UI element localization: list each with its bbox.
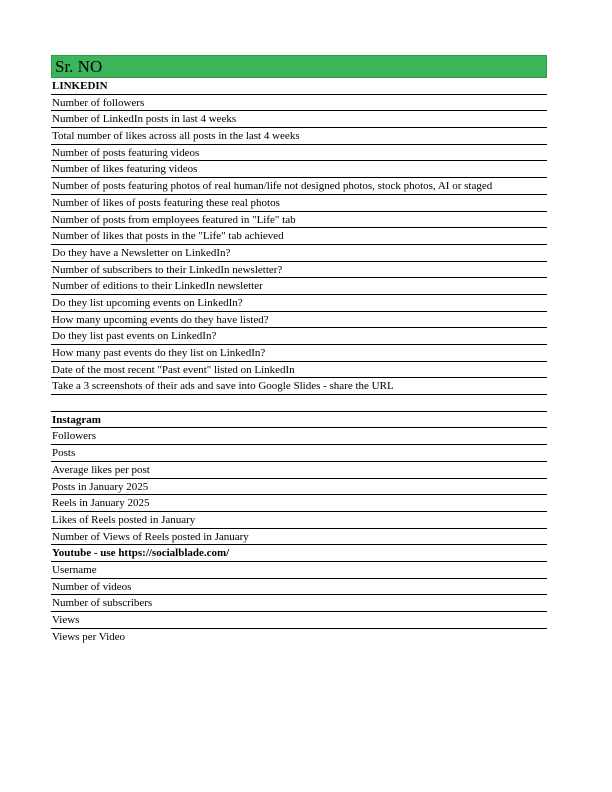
table-row: Do they list upcoming events on LinkedIn?: [51, 295, 547, 312]
table-row: Do they list past events on LinkedIn?: [51, 328, 547, 345]
table-row: Posts in January 2025: [51, 479, 547, 496]
table-row: Number of Views of Reels posted in January: [51, 529, 547, 546]
table-row: Number of posts featuring videos: [51, 145, 547, 162]
blank-row: [51, 395, 547, 412]
section-heading: Instagram: [51, 412, 547, 429]
table-row: Views: [51, 612, 547, 629]
table-row: Reels in January 2025: [51, 495, 547, 512]
section-heading: Youtube - use https://socialblade.com/: [51, 545, 547, 562]
table-row: Number of editions to their LinkedIn newsletter: [51, 278, 547, 295]
table-row: Posts: [51, 445, 547, 462]
table-row: Number of followers: [51, 95, 547, 112]
table-row: Likes of Reels posted in January: [51, 512, 547, 529]
table-row: Number of likes of posts featuring these real photos: [51, 195, 547, 212]
table-row: Date of the most recent "Past event" listed on LinkedIn: [51, 362, 547, 379]
table-row: Average likes per post: [51, 462, 547, 479]
table-row: Do they have a Newsletter on LinkedIn?: [51, 245, 547, 262]
table-row: Number of posts featuring photos of real human/life not designed photos, stock photos, AI or staged: [51, 178, 547, 195]
table-row: Views per Video: [52, 630, 126, 643]
table-row: How many past events do they list on LinkedIn?: [51, 345, 547, 362]
table-row: Followers: [51, 428, 547, 445]
table-row: Username: [51, 562, 547, 579]
rows-container: [51, 78, 547, 645]
table-row: Number of subscribers: [51, 595, 547, 612]
header-row: Sr. NO: [51, 55, 547, 78]
table-row: Number of likes that posts in the "Life" tab achieved: [51, 228, 547, 245]
table-row: Number of LinkedIn posts in last 4 weeks: [51, 111, 547, 128]
table-row: Take a 3 screenshots of their ads and save into Google Slides - share the URL: [51, 378, 547, 395]
table-row: Number of likes featuring videos: [51, 161, 547, 178]
table-row: Number of videos: [51, 579, 547, 596]
spreadsheet-table: [51, 55, 547, 645]
table-row: How many upcoming events do they have listed?: [51, 312, 547, 329]
section-heading: LINKEDIN: [51, 78, 547, 95]
table-row: Number of subscribers to their LinkedIn newsletter?: [51, 262, 547, 279]
table-row: Total number of likes across all posts in the last 4 weeks: [51, 128, 547, 145]
table-row: Number of posts from employees featured in "Life" tab: [51, 212, 547, 229]
